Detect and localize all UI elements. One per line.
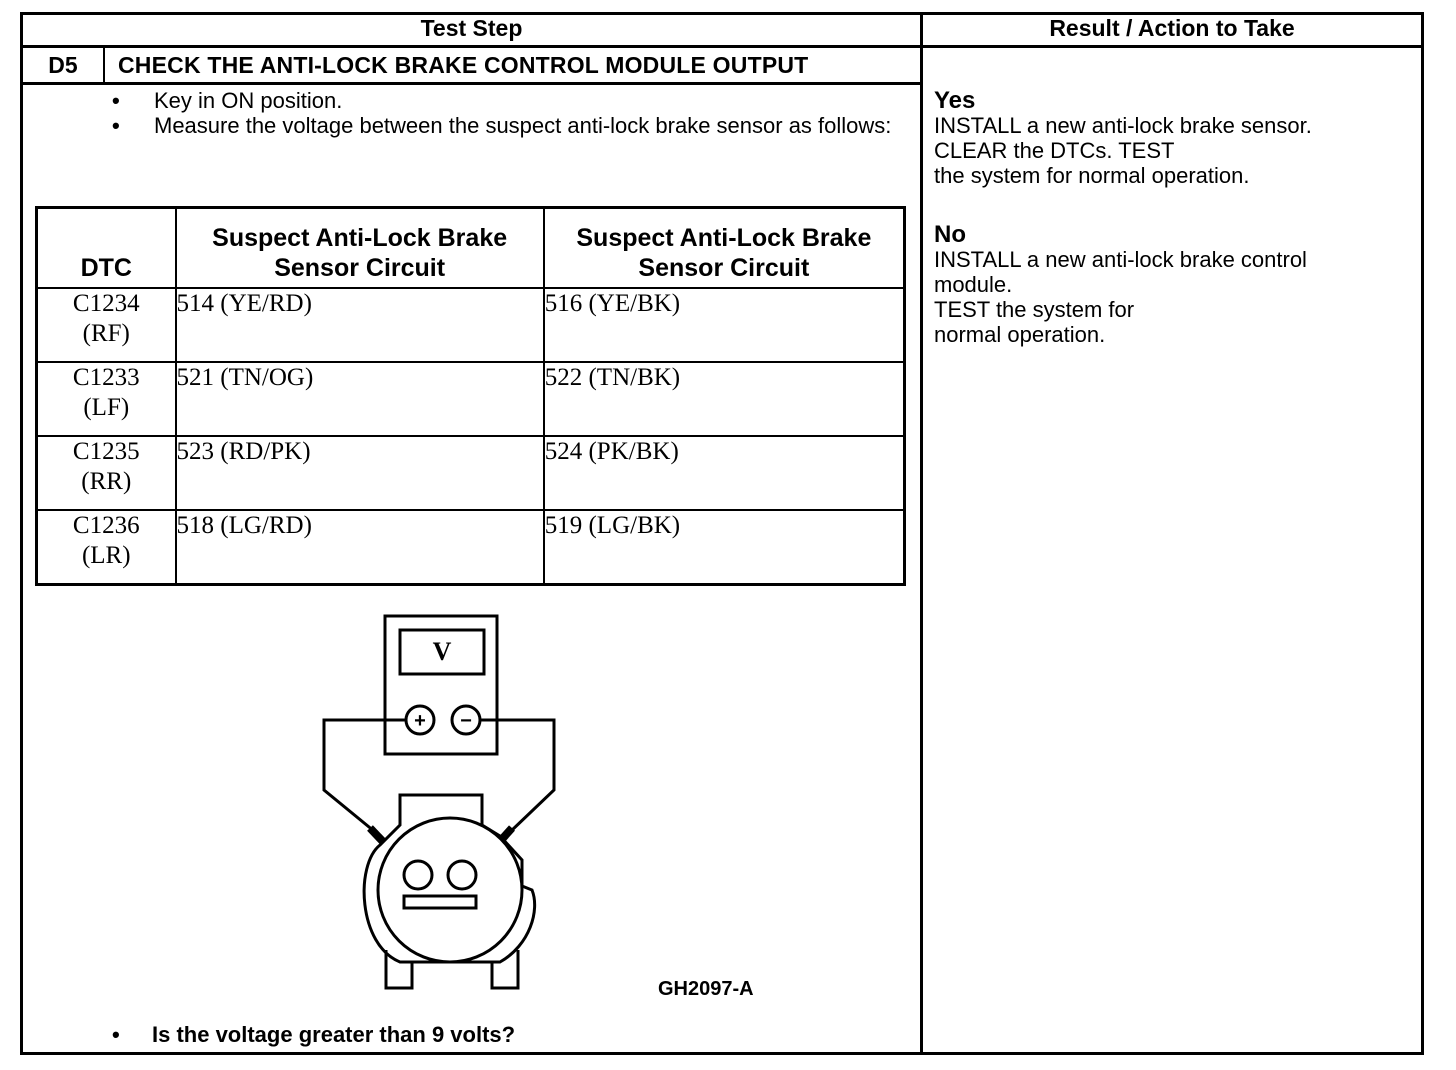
result-no <box>934 222 1307 347</box>
circuit-cell: 514 (YE/RD) <box>176 288 544 362</box>
step-title: CHECK THE ANTI-LOCK BRAKE CONTROL MODULE OUTPUT <box>118 51 809 78</box>
column-divider <box>920 12 923 1055</box>
voltmeter-symbol: V <box>432 637 452 666</box>
table-header-circuit-2: Suspect Anti-Lock Brake Sensor Circuit <box>544 208 905 289</box>
table-row <box>37 436 905 510</box>
table-header-dtc: DTC <box>37 208 176 289</box>
table-row <box>37 362 905 436</box>
result-no-line: TEST the system for <box>934 297 1135 322</box>
voltmeter-connector-diagram <box>300 600 600 1000</box>
dtc-location: (RR) <box>81 468 132 495</box>
circuit-cell: 521 (TN/OG) <box>176 362 544 436</box>
dtc-code: C1236 <box>72 512 140 539</box>
header-result-action: Result / Action to Take <box>1049 15 1295 41</box>
circuit-cell: 518 (LG/RD) <box>176 510 544 585</box>
result-yes <box>934 88 1312 188</box>
circuit-cell: 516 (YE/BK) <box>544 288 905 362</box>
result-no-line: module. <box>934 272 1013 297</box>
dtc-cell <box>37 510 176 585</box>
dtc-cell <box>37 436 176 510</box>
circuit-cell: 524 (PK/BK) <box>544 436 905 510</box>
header-test-step: Test Step <box>420 15 523 41</box>
result-yes-line: INSTALL a new anti-lock brake sensor. <box>934 113 1312 138</box>
step-question: • Is the voltage greater than 9 volts? <box>112 1022 515 1048</box>
negative-terminal-symbol: − <box>460 710 472 732</box>
step-id-divider <box>103 45 105 84</box>
connector-key-slot <box>404 896 476 908</box>
dtc-code: C1234 <box>72 290 140 317</box>
positive-terminal-symbol: + <box>414 710 426 732</box>
result-yes-line: the system for normal operation. <box>934 163 1250 188</box>
dtc-location: (RF) <box>82 320 130 347</box>
table-header-row <box>37 208 905 289</box>
instruction-item: • Measure the voltage between the suspect anti-lock brake sensor as follows: <box>112 113 902 138</box>
circuit-cell: 519 (LG/BK) <box>544 510 905 585</box>
dtc-code: C1235 <box>72 438 140 465</box>
connector-pin-negative <box>448 861 476 889</box>
result-yes-line: CLEAR the DTCs. TEST <box>934 138 1175 163</box>
instruction-list <box>112 88 902 138</box>
dtc-circuit-table <box>35 206 906 586</box>
step-title-divider <box>20 82 922 85</box>
step-id: D5 <box>48 51 78 78</box>
circuit-cell: 523 (RD/PK) <box>176 436 544 510</box>
table-header-circuit-1: Suspect Anti-Lock Brake Sensor Circuit <box>176 208 544 289</box>
connector-pin-positive <box>404 861 432 889</box>
result-no-label: No <box>934 221 966 248</box>
figure-label: GH2097-A <box>658 978 754 1000</box>
dtc-cell <box>37 288 176 362</box>
result-no-line: INSTALL a new anti-lock brake control <box>934 247 1307 272</box>
dtc-location: (LF) <box>83 394 130 421</box>
table-row <box>37 288 905 362</box>
result-no-line: normal operation. <box>934 322 1106 347</box>
dtc-location: (LR) <box>81 542 131 569</box>
dtc-code: C1233 <box>72 364 140 391</box>
dtc-cell <box>37 362 176 436</box>
instruction-item: • Key in ON position. <box>112 88 902 113</box>
table-row <box>37 510 905 585</box>
circuit-cell: 522 (TN/BK) <box>544 362 905 436</box>
result-yes-label: Yes <box>934 87 976 114</box>
